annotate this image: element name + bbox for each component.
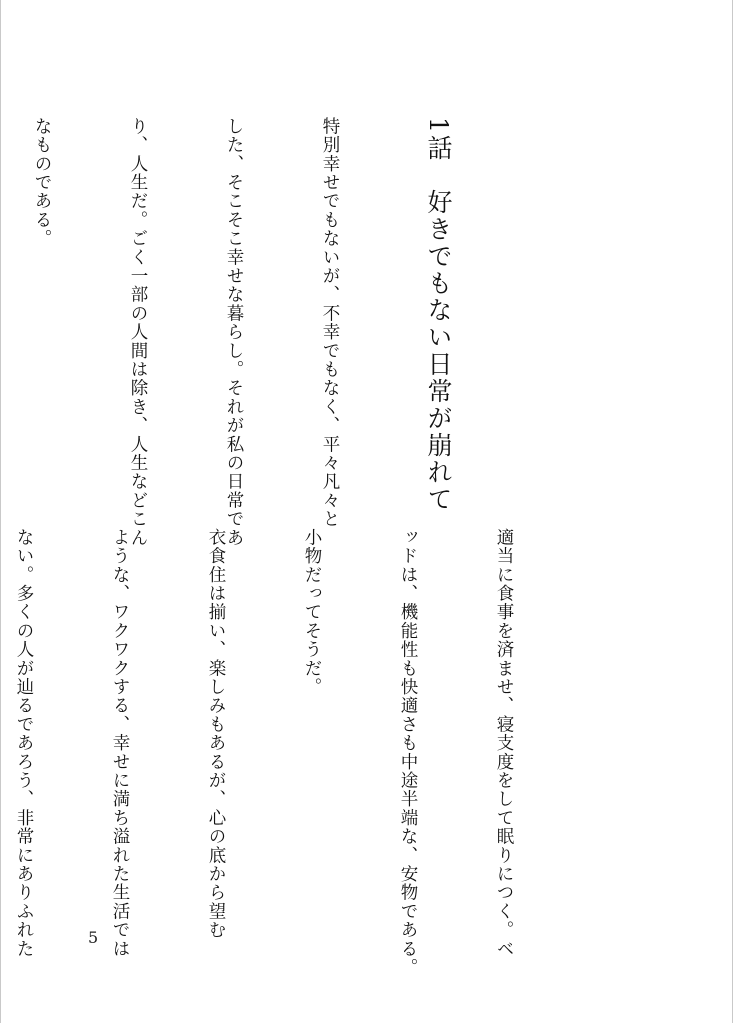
text-line: 小物だってそうだ。 (302, 528, 322, 697)
page-number: 5 (88, 928, 99, 947)
text-line: なものである。 (32, 117, 52, 248)
text-line: ッドは、機能性も快適さも中途半端な、安物である。 (398, 528, 418, 977)
text-line: 特別幸せでもないが、不幸でもなく、平々凡々と (320, 117, 340, 529)
text-line: した、そこそこ幸せな暮らし。それが私の日常であ (224, 117, 244, 548)
text-line: ない。多くの人が辿るであろう、非常にありふれた (14, 528, 34, 959)
text-line: 適当に食事を済ませ、寝支度をして眠りにつく。ベ (494, 528, 514, 959)
text-line: 衣食住は揃い、楽しみもあるが、心の底から望む (206, 528, 226, 940)
text-line: ような、ワクワクする、幸せに満ち溢れた生活では (110, 528, 130, 959)
text-line: り、人生だ。ごく一部の人間は除き、人生などこん (128, 117, 148, 548)
lower-text-block (0, 528, 584, 977)
upper-text-block (0, 117, 524, 548)
chapter-title: 1話 好きでもない日常が崩れて (424, 117, 453, 513)
